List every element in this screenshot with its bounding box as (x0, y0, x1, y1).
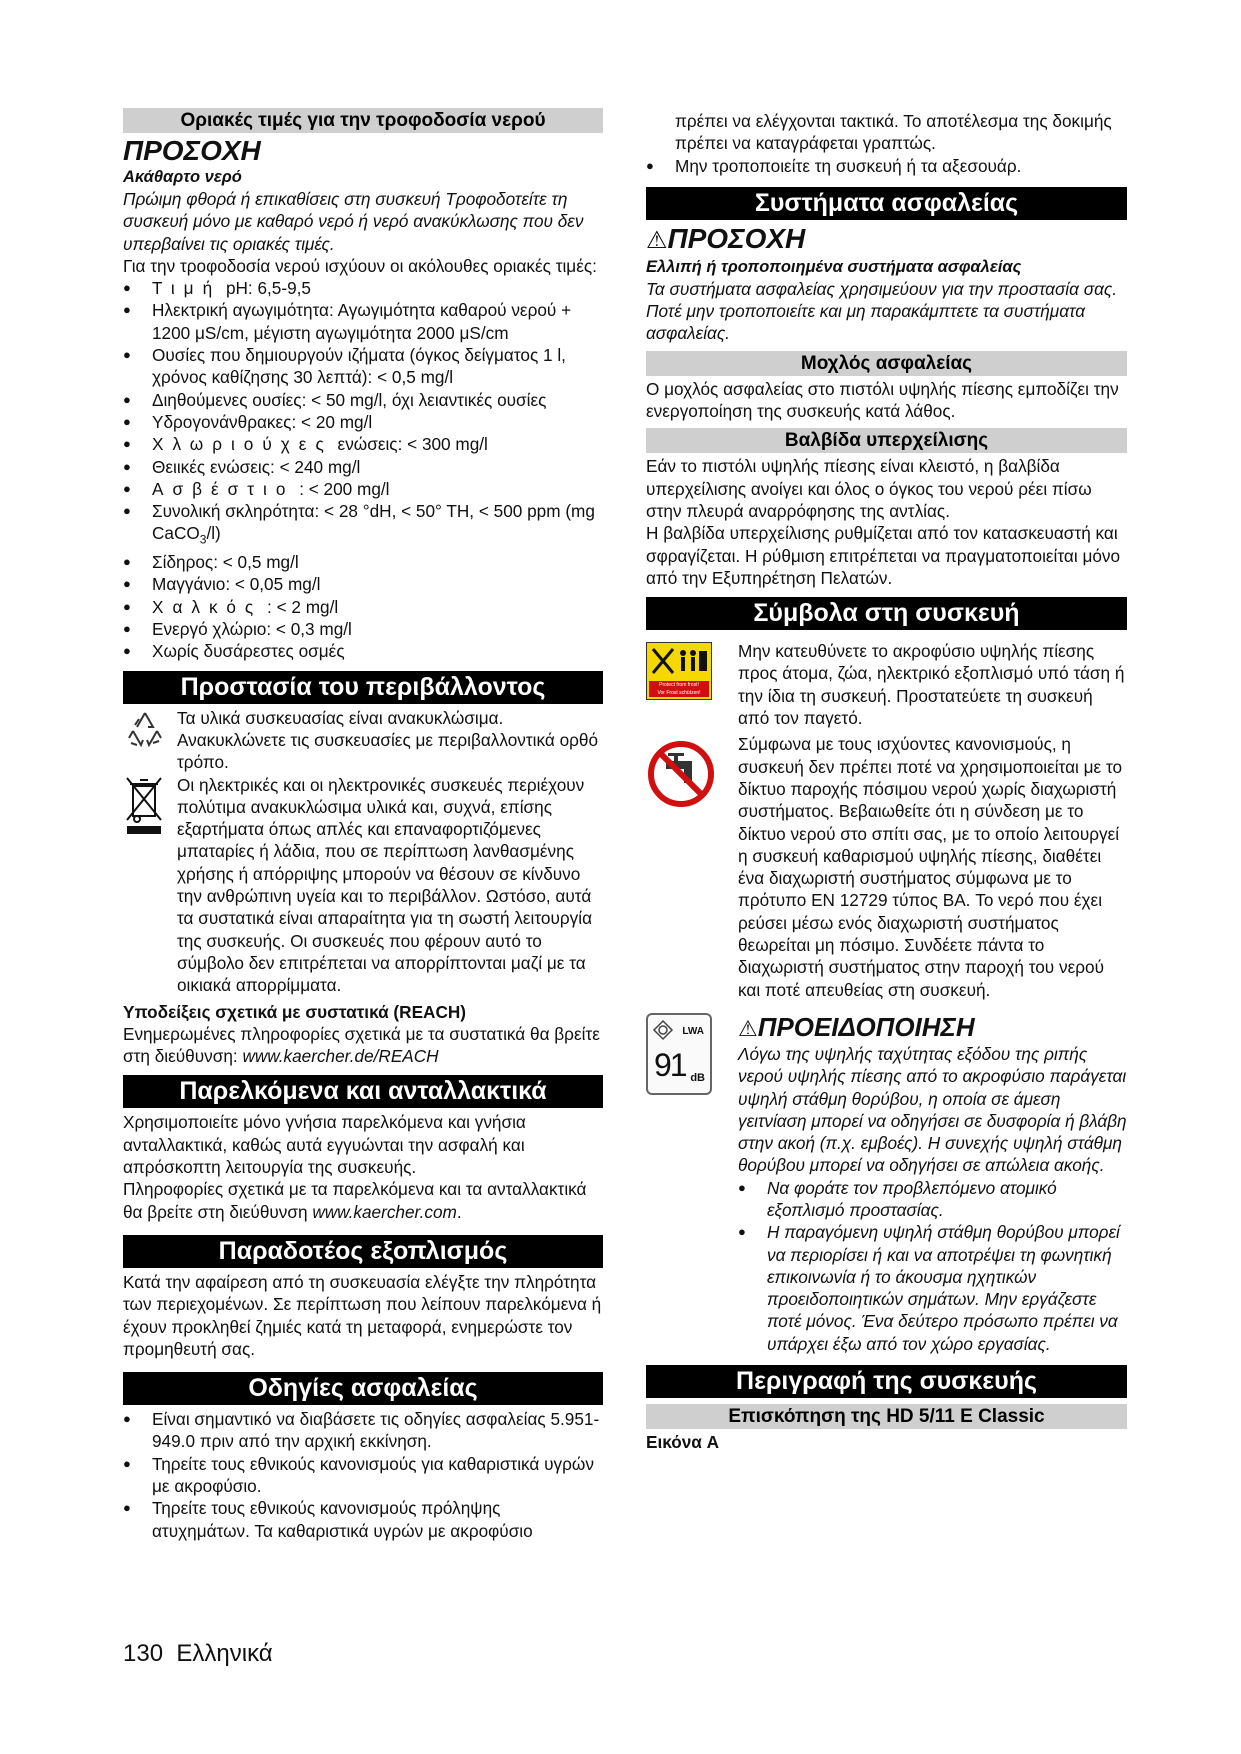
limit-value: Μαγγάνιο: < 0,05 mg/l (152, 574, 321, 595)
limit-item (123, 411, 603, 433)
limit-item (123, 573, 603, 595)
weee-row (123, 774, 603, 997)
footer-language: Ελληνικά (176, 1640, 273, 1667)
limit-value: Ενεργό χλώριο: < 0,3 mg/l (152, 619, 352, 640)
limit-label: Ασβέστιο (152, 478, 295, 499)
warning-triangle-icon: ⚠ (738, 1015, 758, 1041)
limits-list (123, 277, 603, 662)
limit-item (123, 344, 603, 389)
symbol-row-3 (646, 1013, 1127, 1355)
limit-value: Χωρίς δυσάρεστες οσμές (152, 641, 345, 662)
noise-level-icon (646, 1013, 734, 1095)
overview-heading: Επισκόπηση της HD 5/11 E Classic (646, 1404, 1127, 1429)
reach-text: Ενημερωμένες πληροφορίες σχετικά με τα συστατικά θα βρείτε στη διεύθυνση: (123, 1023, 600, 1067)
warning-triangle-icon: ⚠ (646, 226, 668, 254)
environment-weee-text: Οι ηλεκτρικές και οι ηλεκτρονικές συσκευές περιέχουν πολύτιμα ανακυκλώσιμα υλικά και, συχνά, επίσης εξαρτήματα όπως απλές και επαναφορτιζόμενες μπαταρίες ή λάδια, που σε περίπτωση λανθασμένης χρήσης ή απόρριψης μπορούν να θέσουν σε κίνδυνο την ανθρώπινη υγεία και το περιβάλλον. Ωστόσο, αυτά τα συστατικά είναι απαραίτητα για τη σωστή λειτουργία της συσκευής. Οι συσκευές που φέρουν αυτό το σύμβολο δεν επιτρέπεται να απορρίπτονται μαζί με τα οικιακά απορρίμματα. (177, 774, 592, 996)
warning-item: ● Να φοράτε τον προβλεπόμενο ατομικό εξοπλισμό προστασίας. (738, 1177, 1127, 1222)
limit-item (123, 551, 603, 573)
ear-icon (652, 1019, 674, 1041)
noise-value: 91 (654, 1046, 686, 1083)
limit-value: Συνολική σκληρότητα: < 28 °dH, < 50° TH, < 500 ppm (mg CaCO$_3$/l) (152, 501, 595, 547)
warning-list (738, 1177, 1127, 1355)
symbols-heading: Σύμβολα στη συσκευή (646, 597, 1127, 630)
limit-value: : < 2 mg/l (267, 596, 339, 617)
delivery-heading: Παραδοτέος εξοπλισμός (123, 1235, 603, 1268)
reach-title: Υποδείξεις σχετικά με συστατικά (REACH) (123, 1001, 466, 1022)
limits-intro: Για την τροφοδοσία νερού ισχύουν οι ακόλουθες οριακές τιμές: (123, 255, 597, 276)
frost-label-2: Vor Frost schützen! (657, 690, 701, 697)
limit-label: Τιμή (152, 278, 222, 299)
limit-item (123, 389, 603, 411)
noise-unit: dB (690, 1071, 705, 1084)
limit-label: Χαλκός (152, 596, 263, 617)
safety-heading: Οδηγίες ασφαλείας (123, 1372, 603, 1405)
lever-text: Ο μοχλός ασφαλείας στο πιστόλι υψηλής πίεσης εμποδίζει την ενεργοποίηση της συσκευής κατά λάθος. (646, 378, 1119, 422)
valve-text-1: Εάν το πιστόλι υψηλής πίεσης είναι κλειστό, η βαλβίδα υπερχείλισης ανοίγει και όλος ο όγκος του νερού ρέει πίσω στην πλευρά αναρρόφησης της αντλίας. (646, 456, 1092, 521)
warning-item: ● Η παραγόμενη υψηλή στάθμη θορύβου μπορεί να περιορίσει ή και να αποτρέψει τη φωνητική επικοινωνία ή το άκουσμα ηχητικών προειδοποιητικών σημάτων. Μην εργάζεστε ποτέ μόνος. Ένα δεύτερο πρόσωπο πρέπει να υπάρχει έξω από τον χώρο εργασίας. (738, 1221, 1127, 1355)
continued-item: ● Μην τροποποιείτε τη συσκευή ή τα αξεσουάρ. (646, 155, 1127, 177)
limit-value: : < 200 mg/l (299, 478, 390, 499)
safety-systems-heading: Συστήματα ασφαλείας (646, 187, 1127, 220)
noise-label: LWA (682, 1025, 704, 1037)
safety-list (123, 1408, 603, 1542)
symbol-row-1 (646, 640, 1127, 729)
warning-text: Λόγω της υψηλής ταχύτητας εξόδου της ριπής νερού υψηλής πίεσης από το ακροφύσιο παράγεται υψηλή στάθμη θορύβου, η οποία σε άμεση γειτνίαση μπορεί να οδηγήσει σε δυσφορία ή βλάβη στην ακοή (π.χ. εμβοές). Η συνεχής υψηλή στάθμη θορύβου μπορεί να οδηγήσει σε απώλεια ακοής. (738, 1043, 1127, 1176)
no-drinking-water-connection-icon (646, 733, 734, 814)
limit-item (123, 618, 603, 640)
limit-value: Διηθούμενες ουσίες: < 50 mg/l, όχι λειαντικές ουσίες (152, 389, 547, 410)
recycle-icon (123, 707, 173, 756)
limit-item (123, 277, 603, 299)
recycle-row (123, 707, 603, 774)
no-spray-frost-icon (646, 640, 734, 700)
caution-text-2: Ποτέ μην τροποποιείτε και μη παρακάμπτετε τα συστήματα ασφαλείας. (646, 301, 1086, 344)
safety-item: ● Τηρείτε τους εθνικούς κανονισμούς πρόληψης ατυχημάτων. Τα καθαριστικά υγρών με ακροφύσιο (123, 1497, 603, 1542)
frost-label-1: Protect from frost! (659, 682, 699, 689)
limit-value: ενώσεις: < 300 mg/l (337, 434, 488, 455)
limit-label: Χλωριούχες (152, 434, 333, 455)
limit-item (123, 456, 603, 478)
limit-value: Ηλεκτρική αγωγιμότητα: Αγωγιμότητα καθαρού νερού + 1200 μS/cm, μέγιστη αγωγιμότητα 2000 μS/cm (152, 300, 572, 343)
limit-value: Ουσίες που δημιουργούν ιζήματα (όγκος δείγματος 1 l, χρόνος καθίζησης 30 λεπτά): < 0,5 mg/l (152, 345, 566, 388)
caution-title: ΠΡΟΣΟΧΗ (123, 135, 261, 166)
left-column (123, 106, 603, 1542)
safety-item: ● Τηρείτε τους εθνικούς κανονισμούς για καθαριστικά υγρών με ακροφύσιο. (123, 1453, 603, 1498)
limit-value: Σίδηρος: < 0,5 mg/l (152, 552, 299, 573)
page-number: 130 (123, 1640, 164, 1667)
caution-text: Πρώιμη φθορά ή επικαθίσεις στη συσκευή Τροφοδοτείτε τη συσκευή μόνο με καθαρό νερό ή νερό ανακύκλωσης που δεν υπερβαίνει τις οριακές τιμές. (123, 189, 584, 254)
continued-list (646, 155, 1127, 177)
delivery-text: Κατά την αφαίρεση από τη συσκευασία ελέγξτε την πληρότητα των περιεχομένων. Σε περίπτωση που λείπουν παρελκόμενα ή έχουν προκληθεί ζημιές κατά τη μεταφορά, ενημερώστε τον προμηθευτή σας. (123, 1271, 602, 1359)
warning-title: ⚠ΠΡΟΕΙΔΟΠΟΙΗΣΗ (738, 1011, 975, 1042)
page-footer (123, 1640, 273, 1667)
warning-block (738, 1013, 1127, 1355)
caution-subtitle: Ακάθαρτο νερό (123, 168, 242, 186)
limit-value: pH: 6,5-9,5 (225, 278, 311, 299)
accessories-text-1: Χρησιμοποιείτε μόνο γνήσια παρελκόμενα και γνήσια ανταλλακτικά, καθώς αυτά εγγυώνται την ασφαλή και απρόσκοπτη λειτουργία της συσκευής. (123, 1112, 526, 1178)
limit-item (123, 640, 603, 662)
limit-item (123, 500, 603, 551)
limit-value: Θειικές ενώσεις: < 240 mg/l (152, 456, 361, 477)
caution-text-1: Τα συστήματα ασφαλείας χρησιμεύουν για την προστασία σας. (646, 278, 1118, 299)
caution-subtitle-right: Ελλιπή ή τροποποιημένα συστήματα ασφαλείας (646, 257, 1022, 276)
symbol2-text: Σύμφωνα με τους ισχύοντες κανονισμούς, η συσκευή δεν πρέπει ποτέ να χρησιμοποιείται με το δίκτυο παροχής πόσιμου νερού χωρίς διαχωριστή συστήματος. Βεβαιωθείτε ότι η σύνδεση με το δίκτυο νερού στο σπίτι σας, με το οποίο λειτουργεί η συσκευή καθαρισμού υψηλής πίεσης, διαθέτει ένα διαχωριστή συστήματος σύμφωνα με το πρότυπο EN 12729 τύπος BA. Το νερό που έχει ρεύσει μέσω ενός διαχωριστή συστήματος θεωρείται μη πόσιμο. Συνδέετε πάντα το διαχωριστή συστήματος στην παροχή του νερού και ποτέ απευθείας στη συσκευή. (738, 734, 1123, 1000)
symbol-row-2 (646, 733, 1127, 1001)
weee-bin-icon (123, 774, 173, 845)
environment-heading: Προστασία του περιβάλλοντος (123, 671, 603, 704)
limit-item (123, 478, 603, 500)
environment-recycle-text: Τα υλικά συσκευασίας είναι ανακυκλώσιμα. Ανακυκλώνετε τις συσκευασίες με περιβαλλοντικά ορθό τρόπο. (177, 707, 599, 773)
limit-value: Υδρογονάνθρακες: < 20 mg/l (152, 411, 373, 432)
valve-text-2: Η βαλβίδα υπερχείλισης ρυθμίζεται από τον κατασκευαστή και σφραγίζεται. Η ρύθμιση επιτρέπεται να πραγματοποιείται μόνο από την Εξυπηρέτηση Πελατών. (646, 523, 1121, 588)
safety-item: ● Είναι σημαντικό να διαβάσετε τις οδηγίες ασφαλείας 5.951-949.0 πριν από την αρχική εκκίνηση. (123, 1408, 603, 1453)
accessories-text-2: Πληροφορίες σχετικά με τα παρελκόμενα και τα ανταλλακτικά θα βρείτε στη διεύθυνση (123, 1179, 587, 1222)
accessories-heading: Παρελκόμενα και ανταλλακτικά (123, 1075, 603, 1108)
description-heading: Περιγραφή της συσκευής (646, 1365, 1127, 1398)
lever-heading: Μοχλός ασφαλείας (646, 351, 1127, 376)
limit-item (123, 596, 603, 618)
accessories-link[interactable]: www.kaercher.com (312, 1201, 457, 1222)
water-limits-heading: Οριακές τιμές για την τροφοδοσία νερού (123, 108, 603, 133)
caution-title-right: ⚠ΠΡΟΣΟΧΗ (646, 222, 806, 254)
limit-item (123, 433, 603, 455)
continued-text: πρέπει να ελέγχονται τακτικά. Το αποτέλεσμα της δοκιμής πρέπει να καταγράφεται γραπτώς. (675, 111, 1112, 154)
symbol1-text: Μην κατευθύνετε το ακροφύσιο υψηλής πίεσης προς άτομα, ζώα, ηλεκτρικό εξοπλισμό υπό τάση ή την ίδια τη συσκευή. Προστατεύετε τη συσκευή από τον παγετό. (738, 641, 1125, 729)
reach-link[interactable]: www.kaercher.de/REACH (242, 1046, 439, 1067)
accessories-paragraph-2: Πληροφορίες σχετικά με τα παρελκόμενα και τα ανταλλακτικά θα βρείτε στη διεύθυνση www.kaercher.com. (123, 1179, 587, 1222)
figure-label: Εικόνα A (646, 1432, 720, 1453)
reach-paragraph (123, 1023, 603, 1068)
valve-heading: Βαλβίδα υπερχείλισης (646, 428, 1127, 453)
right-column (646, 110, 1127, 1453)
limit-item (123, 299, 603, 344)
